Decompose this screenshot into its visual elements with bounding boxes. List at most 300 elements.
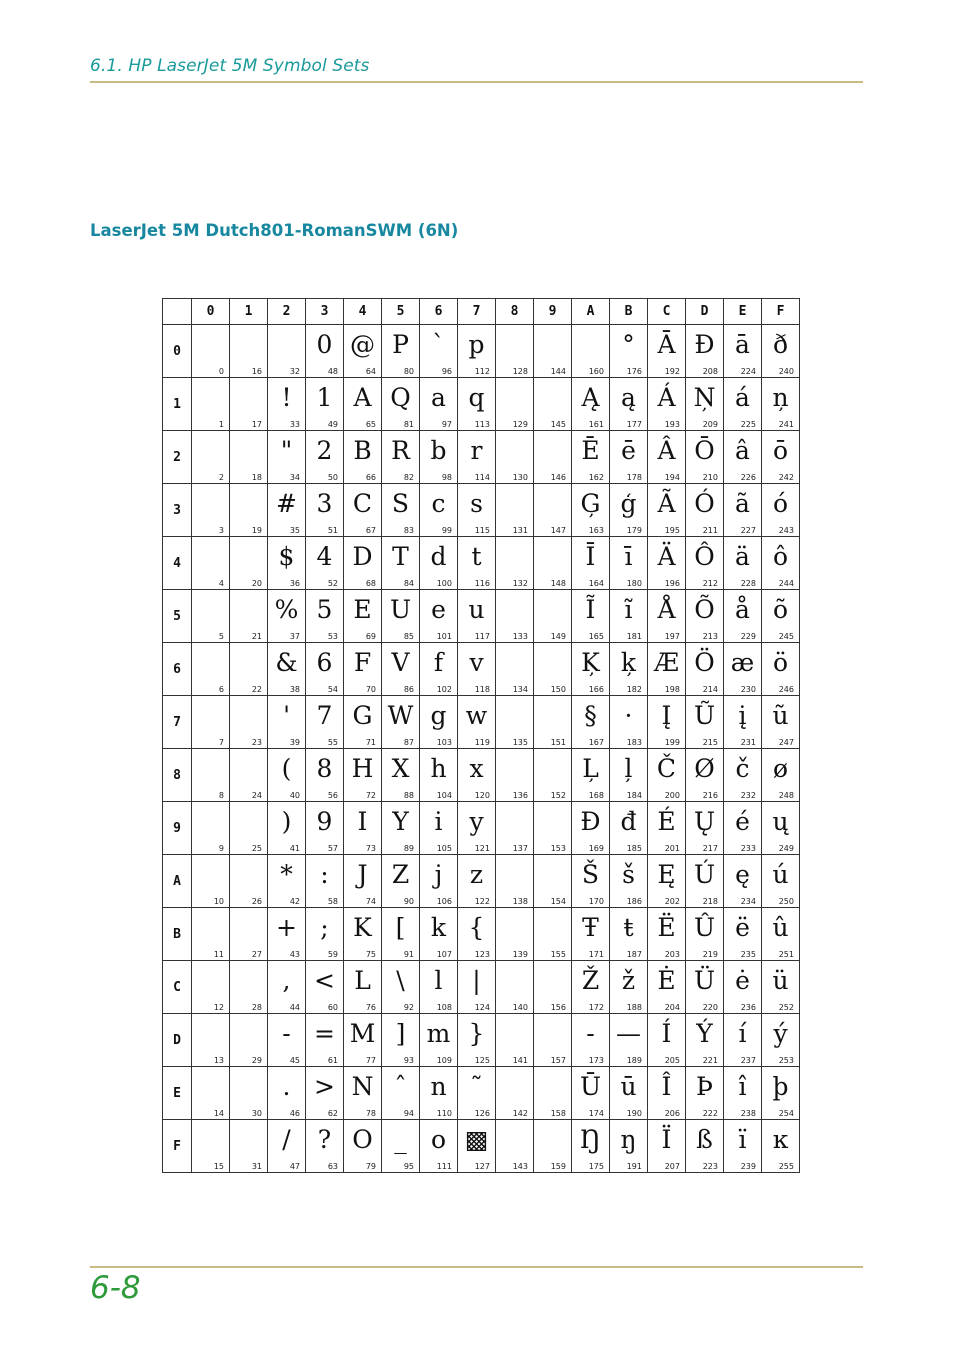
char-cell bbox=[648, 696, 686, 749]
column-header: C bbox=[648, 299, 686, 325]
glyph: 3 bbox=[316, 489, 333, 518]
column-header: D bbox=[686, 299, 724, 325]
char-code: 106 bbox=[436, 897, 452, 906]
char-cell bbox=[762, 696, 800, 749]
char-code: 227 bbox=[740, 526, 756, 535]
char-cell bbox=[420, 431, 458, 484]
char-code: 4 bbox=[218, 579, 224, 588]
char-code: 177 bbox=[626, 420, 642, 429]
char-code: 144 bbox=[550, 367, 566, 376]
glyph: Â bbox=[657, 436, 676, 465]
glyph: B bbox=[353, 436, 372, 465]
char-cell bbox=[192, 325, 230, 378]
glyph: ī bbox=[624, 542, 633, 571]
char-code: 228 bbox=[740, 579, 756, 588]
char-code: 53 bbox=[327, 632, 338, 641]
char-cell bbox=[686, 855, 724, 908]
char-code: 203 bbox=[664, 950, 680, 959]
char-cell bbox=[610, 1067, 648, 1120]
char-cell bbox=[344, 1014, 382, 1067]
char-code: 31 bbox=[251, 1162, 262, 1171]
char-code: 117 bbox=[474, 632, 490, 641]
char-cell bbox=[344, 378, 382, 431]
char-code: 187 bbox=[626, 950, 642, 959]
char-cell bbox=[686, 325, 724, 378]
symbol-set-title: LaserJet 5M Dutch801-RomanSWM (6N) bbox=[90, 221, 459, 240]
char-cell bbox=[420, 484, 458, 537]
char-cell bbox=[306, 749, 344, 802]
char-cell bbox=[458, 484, 496, 537]
char-cell bbox=[762, 431, 800, 484]
glyph: Á bbox=[657, 383, 676, 412]
char-code: 104 bbox=[436, 791, 452, 800]
char-cell bbox=[534, 325, 572, 378]
char-code: 206 bbox=[664, 1109, 680, 1118]
glyph: ŋ bbox=[620, 1125, 637, 1154]
char-cell bbox=[306, 802, 344, 855]
char-code: 163 bbox=[588, 526, 604, 535]
char-code: 148 bbox=[550, 579, 566, 588]
char-cell bbox=[534, 961, 572, 1014]
char-cell bbox=[458, 1014, 496, 1067]
char-cell bbox=[192, 802, 230, 855]
glyph: Ö bbox=[694, 648, 715, 677]
char-cell bbox=[420, 749, 458, 802]
glyph: ĸ bbox=[772, 1125, 789, 1154]
char-cell bbox=[382, 1067, 420, 1120]
column-header: 1 bbox=[230, 299, 268, 325]
running-header: 6.1. HP LaserJet 5M Symbol Sets bbox=[90, 56, 370, 76]
char-cell bbox=[572, 431, 610, 484]
char-cell bbox=[572, 1067, 610, 1120]
char-code: 93 bbox=[403, 1056, 414, 1065]
glyph: â bbox=[735, 436, 750, 465]
char-code: 149 bbox=[550, 632, 566, 641]
char-cell bbox=[268, 855, 306, 908]
char-cell bbox=[268, 484, 306, 537]
glyph: Ī bbox=[585, 542, 596, 571]
glyph: Ũ bbox=[693, 701, 716, 730]
glyph: c bbox=[431, 489, 446, 518]
char-code: 19 bbox=[251, 526, 262, 535]
char-cell bbox=[306, 696, 344, 749]
char-cell bbox=[610, 378, 648, 431]
char-code: 134 bbox=[512, 685, 528, 694]
char-code: 36 bbox=[289, 579, 300, 588]
row-header: 3 bbox=[163, 484, 192, 537]
glyph: W bbox=[387, 701, 414, 730]
glyph: Į bbox=[661, 701, 672, 730]
char-cell bbox=[686, 1014, 724, 1067]
char-code: 7 bbox=[218, 738, 224, 747]
char-code: 136 bbox=[512, 791, 528, 800]
char-cell bbox=[572, 1120, 610, 1173]
table-row bbox=[163, 325, 800, 378]
char-cell bbox=[458, 749, 496, 802]
glyph: - bbox=[282, 1019, 291, 1048]
char-cell bbox=[306, 325, 344, 378]
char-code: 188 bbox=[626, 1003, 642, 1012]
glyph: f bbox=[433, 648, 444, 677]
char-code: 199 bbox=[664, 738, 680, 747]
glyph: č bbox=[735, 754, 750, 783]
char-code: 242 bbox=[778, 473, 794, 482]
char-code: 200 bbox=[664, 791, 680, 800]
char-code: 87 bbox=[403, 738, 414, 747]
char-cell bbox=[610, 749, 648, 802]
table-row bbox=[163, 961, 800, 1014]
char-cell bbox=[496, 961, 534, 1014]
glyph: — bbox=[616, 1019, 641, 1048]
char-code: 58 bbox=[327, 897, 338, 906]
char-cell bbox=[230, 537, 268, 590]
glyph: u bbox=[468, 595, 485, 624]
row-header: 6 bbox=[163, 643, 192, 696]
char-cell bbox=[268, 590, 306, 643]
char-code: 192 bbox=[664, 367, 680, 376]
char-cell bbox=[762, 802, 800, 855]
glyph: Q bbox=[390, 383, 411, 412]
char-cell bbox=[458, 537, 496, 590]
glyph: $ bbox=[278, 542, 295, 571]
char-code: 226 bbox=[740, 473, 756, 482]
char-code: 132 bbox=[512, 579, 528, 588]
row-header: 7 bbox=[163, 696, 192, 749]
char-cell bbox=[610, 855, 648, 908]
char-cell bbox=[724, 696, 762, 749]
char-code: 154 bbox=[550, 897, 566, 906]
glyph: 4 bbox=[316, 542, 333, 571]
char-cell bbox=[458, 590, 496, 643]
header-rule bbox=[90, 81, 863, 83]
row-header: C bbox=[163, 961, 192, 1014]
char-cell bbox=[496, 1014, 534, 1067]
char-code: 14 bbox=[213, 1109, 224, 1118]
char-code: 138 bbox=[512, 897, 528, 906]
char-code: 54 bbox=[327, 685, 338, 694]
char-code: 157 bbox=[550, 1056, 566, 1065]
char-code: 75 bbox=[365, 950, 376, 959]
column-header: F bbox=[762, 299, 800, 325]
char-code: 94 bbox=[403, 1109, 414, 1118]
glyph: ņ bbox=[772, 383, 789, 412]
glyph: # bbox=[276, 489, 297, 518]
glyph: Ë bbox=[657, 913, 676, 942]
glyph: Ó bbox=[694, 489, 715, 518]
glyph: 6 bbox=[316, 648, 333, 677]
character-table bbox=[162, 298, 800, 1173]
glyph: 7 bbox=[316, 701, 333, 730]
char-cell bbox=[572, 908, 610, 961]
glyph: ˆ bbox=[394, 1072, 407, 1101]
char-code: 128 bbox=[512, 367, 528, 376]
glyph: ' bbox=[283, 701, 290, 730]
char-code: 194 bbox=[664, 473, 680, 482]
glyph: ä bbox=[735, 542, 750, 571]
char-cell bbox=[382, 1120, 420, 1173]
char-code: 74 bbox=[365, 897, 376, 906]
char-cell bbox=[648, 590, 686, 643]
char-cell bbox=[420, 802, 458, 855]
char-cell bbox=[344, 961, 382, 1014]
char-cell bbox=[610, 1120, 648, 1173]
glyph: Ā bbox=[657, 330, 676, 359]
glyph: L bbox=[354, 966, 371, 995]
char-cell bbox=[724, 484, 762, 537]
char-cell bbox=[382, 696, 420, 749]
char-code: 84 bbox=[403, 579, 414, 588]
char-code: 197 bbox=[664, 632, 680, 641]
char-code: 79 bbox=[365, 1162, 376, 1171]
glyph: Í bbox=[661, 1019, 672, 1048]
glyph: ( bbox=[281, 754, 292, 783]
glyph: E bbox=[353, 595, 372, 624]
glyph: ë bbox=[735, 913, 750, 942]
char-code: 162 bbox=[588, 473, 604, 482]
char-code: 208 bbox=[702, 367, 718, 376]
char-cell bbox=[648, 1067, 686, 1120]
char-code: 11 bbox=[213, 950, 224, 959]
char-code: 139 bbox=[512, 950, 528, 959]
char-cell bbox=[344, 696, 382, 749]
glyph: ß bbox=[696, 1125, 713, 1154]
char-code: 105 bbox=[436, 844, 452, 853]
column-header: 0 bbox=[192, 299, 230, 325]
char-cell bbox=[420, 908, 458, 961]
column-header: E bbox=[724, 299, 762, 325]
char-cell bbox=[724, 1120, 762, 1173]
char-cell bbox=[648, 1120, 686, 1173]
char-code: 112 bbox=[474, 367, 490, 376]
glyph: X bbox=[391, 754, 410, 783]
char-cell bbox=[344, 1120, 382, 1173]
char-cell bbox=[230, 961, 268, 1014]
glyph: Ŋ bbox=[579, 1125, 602, 1154]
char-cell bbox=[648, 961, 686, 1014]
char-code: 201 bbox=[664, 844, 680, 853]
char-code: 172 bbox=[588, 1003, 604, 1012]
char-code: 233 bbox=[740, 844, 756, 853]
glyph: : bbox=[320, 860, 329, 889]
char-cell bbox=[686, 961, 724, 1014]
glyph: ė bbox=[735, 966, 750, 995]
glyph: > bbox=[314, 1072, 335, 1101]
char-code: 175 bbox=[588, 1162, 604, 1171]
char-cell bbox=[192, 590, 230, 643]
char-cell bbox=[686, 643, 724, 696]
glyph: m bbox=[426, 1019, 451, 1048]
char-cell bbox=[268, 908, 306, 961]
char-cell bbox=[458, 696, 496, 749]
glyph: t bbox=[471, 542, 482, 571]
char-code: 171 bbox=[588, 950, 604, 959]
char-cell bbox=[686, 908, 724, 961]
char-code: 252 bbox=[778, 1003, 794, 1012]
glyph: Æ bbox=[653, 648, 680, 677]
glyph: Õ bbox=[694, 595, 715, 624]
char-cell bbox=[382, 590, 420, 643]
char-code: 28 bbox=[251, 1003, 262, 1012]
char-code: 6 bbox=[218, 685, 224, 694]
char-code: 64 bbox=[365, 367, 376, 376]
glyph: Ē bbox=[581, 436, 600, 465]
row-header: 2 bbox=[163, 431, 192, 484]
char-code: 121 bbox=[474, 844, 490, 853]
glyph: I bbox=[357, 807, 368, 836]
glyph: ã bbox=[735, 489, 750, 518]
char-code: 17 bbox=[251, 420, 262, 429]
char-code: 71 bbox=[365, 738, 376, 747]
column-header: 2 bbox=[268, 299, 306, 325]
table-row bbox=[163, 1067, 800, 1120]
char-cell bbox=[762, 378, 800, 431]
char-cell bbox=[230, 590, 268, 643]
char-cell bbox=[762, 537, 800, 590]
char-cell bbox=[496, 537, 534, 590]
char-cell bbox=[610, 431, 648, 484]
char-code: 35 bbox=[289, 526, 300, 535]
table-row bbox=[163, 696, 800, 749]
char-cell bbox=[268, 643, 306, 696]
char-code: 153 bbox=[550, 844, 566, 853]
char-cell bbox=[306, 1067, 344, 1120]
glyph: * bbox=[280, 860, 293, 889]
char-cell bbox=[534, 749, 572, 802]
char-cell bbox=[420, 537, 458, 590]
char-cell bbox=[534, 378, 572, 431]
char-code: 255 bbox=[778, 1162, 794, 1171]
glyph: p bbox=[468, 330, 485, 359]
char-code: 164 bbox=[588, 579, 604, 588]
char-code: 39 bbox=[289, 738, 300, 747]
char-code: 185 bbox=[626, 844, 642, 853]
char-cell bbox=[306, 1120, 344, 1173]
char-code: 90 bbox=[403, 897, 414, 906]
char-code: 143 bbox=[512, 1162, 528, 1171]
char-cell bbox=[306, 484, 344, 537]
char-cell bbox=[230, 643, 268, 696]
char-cell bbox=[458, 431, 496, 484]
char-cell bbox=[762, 484, 800, 537]
char-cell bbox=[458, 325, 496, 378]
char-code: 155 bbox=[550, 950, 566, 959]
char-code: 245 bbox=[778, 632, 794, 641]
glyph: Ė bbox=[657, 966, 676, 995]
char-cell bbox=[268, 961, 306, 1014]
char-code: 159 bbox=[550, 1162, 566, 1171]
char-code: 5 bbox=[218, 632, 224, 641]
char-code: 47 bbox=[289, 1162, 300, 1171]
char-code: 51 bbox=[327, 526, 338, 535]
table-row bbox=[163, 484, 800, 537]
char-cell bbox=[192, 1014, 230, 1067]
char-cell bbox=[572, 696, 610, 749]
glyph: o bbox=[430, 1125, 447, 1154]
char-code: 122 bbox=[474, 897, 490, 906]
char-cell bbox=[230, 855, 268, 908]
glyph: ` bbox=[432, 330, 445, 359]
glyph: ķ bbox=[620, 648, 637, 677]
char-code: 198 bbox=[664, 685, 680, 694]
char-code: 131 bbox=[512, 526, 528, 535]
table-row bbox=[163, 537, 800, 590]
table-row bbox=[163, 855, 800, 908]
column-header: 3 bbox=[306, 299, 344, 325]
char-cell bbox=[724, 961, 762, 1014]
char-cell bbox=[724, 378, 762, 431]
char-cell bbox=[648, 749, 686, 802]
glyph: G bbox=[352, 701, 373, 730]
char-code: 244 bbox=[778, 579, 794, 588]
glyph: A bbox=[353, 383, 372, 412]
char-cell bbox=[572, 961, 610, 1014]
char-code: 59 bbox=[327, 950, 338, 959]
char-cell bbox=[306, 908, 344, 961]
char-code: 76 bbox=[365, 1003, 376, 1012]
char-code: 103 bbox=[436, 738, 452, 747]
glyph: ü bbox=[772, 966, 789, 995]
footer-rule bbox=[90, 1266, 863, 1268]
glyph: 8 bbox=[316, 754, 333, 783]
char-cell bbox=[686, 1067, 724, 1120]
char-code: 189 bbox=[626, 1056, 642, 1065]
char-cell bbox=[344, 325, 382, 378]
glyph: æ bbox=[730, 648, 755, 677]
char-cell bbox=[458, 378, 496, 431]
char-code: 24 bbox=[251, 791, 262, 800]
char-code: 96 bbox=[441, 367, 452, 376]
char-code: 137 bbox=[512, 844, 528, 853]
char-code: 142 bbox=[512, 1109, 528, 1118]
char-cell bbox=[686, 749, 724, 802]
glyph: 5 bbox=[316, 595, 333, 624]
char-cell bbox=[648, 325, 686, 378]
glyph: ģ bbox=[620, 489, 637, 518]
glyph: + bbox=[276, 913, 297, 942]
glyph: V bbox=[391, 648, 410, 677]
char-cell bbox=[230, 1014, 268, 1067]
table-row bbox=[163, 431, 800, 484]
char-code: 237 bbox=[740, 1056, 756, 1065]
char-code: 81 bbox=[403, 420, 414, 429]
char-cell bbox=[648, 431, 686, 484]
char-cell bbox=[420, 590, 458, 643]
glyph: l bbox=[434, 966, 443, 995]
char-cell bbox=[268, 749, 306, 802]
glyph: M bbox=[349, 1019, 376, 1048]
char-code: 124 bbox=[474, 1003, 490, 1012]
corner-cell bbox=[163, 299, 192, 325]
char-code: 160 bbox=[588, 367, 604, 376]
char-cell bbox=[572, 325, 610, 378]
char-cell bbox=[382, 855, 420, 908]
glyph: á bbox=[735, 383, 750, 412]
column-header: B bbox=[610, 299, 648, 325]
char-code: 176 bbox=[626, 367, 642, 376]
char-code: 114 bbox=[474, 473, 490, 482]
row-header: A bbox=[163, 855, 192, 908]
glyph: ū bbox=[620, 1072, 637, 1101]
glyph: C bbox=[352, 489, 373, 518]
table-row bbox=[163, 1014, 800, 1067]
char-code: 66 bbox=[365, 473, 376, 482]
char-code: 48 bbox=[327, 367, 338, 376]
char-code: 34 bbox=[289, 473, 300, 482]
glyph: Ļ bbox=[582, 754, 599, 783]
char-cell bbox=[496, 749, 534, 802]
table-row bbox=[163, 1120, 800, 1173]
char-code: 173 bbox=[588, 1056, 604, 1065]
